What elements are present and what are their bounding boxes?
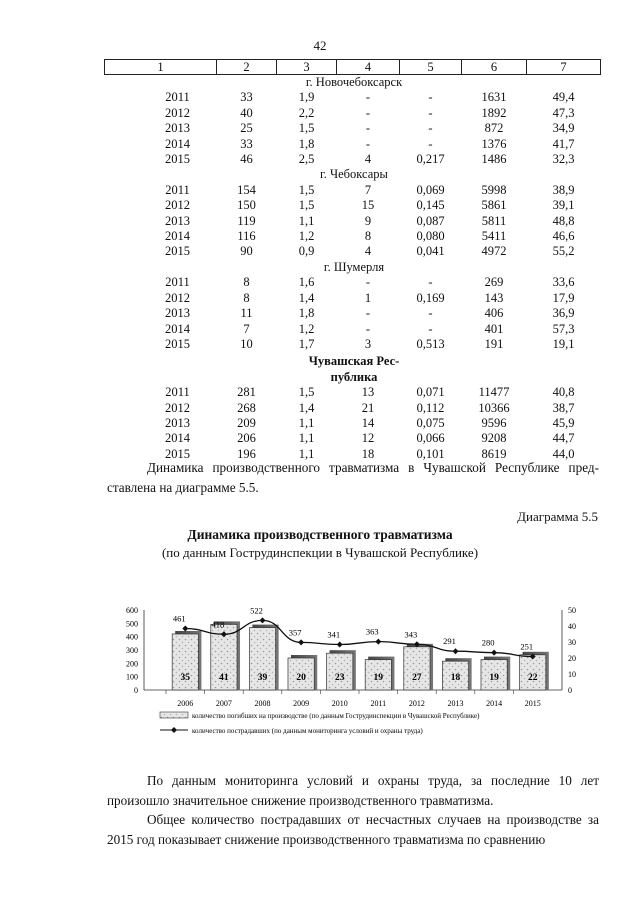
table-cell: 46	[240, 152, 253, 167]
group-header-row	[105, 167, 601, 182]
paragraph-monitoring-text: По данным мониторинга условий и охраны труда, за последние 10 лет произошло значительное снижение производственного травматизма.	[107, 773, 599, 808]
table-cell: 55,2	[552, 244, 575, 259]
table-cell: 46,6	[552, 229, 575, 244]
column-header-3: 3	[277, 60, 337, 75]
table-cell: 8619	[481, 446, 507, 461]
x-tick-label: 2008	[254, 699, 271, 708]
table-cell: 1631	[481, 90, 507, 105]
table-cell: -	[365, 136, 371, 151]
column-header-4: 4	[337, 60, 400, 75]
table-cell: 0,071	[416, 385, 445, 400]
table-cell: 1,5	[298, 121, 315, 136]
table-cell: 47,3	[552, 105, 575, 120]
table-cell: 12	[361, 431, 375, 446]
table-cell: 90	[240, 244, 253, 259]
table-cell: 11477	[478, 385, 510, 400]
table-cell: 57,3	[552, 321, 575, 336]
table-cell: 0,080	[416, 229, 445, 244]
table-row	[105, 322, 601, 337]
table-row	[105, 229, 601, 244]
table-cell: 2011	[165, 385, 190, 400]
table-cell: 209	[237, 415, 256, 430]
table-cell: 1,2	[298, 229, 315, 244]
y-left-tick-label: 100	[126, 672, 138, 682]
table-cell: 3	[364, 336, 372, 351]
y-left-tick-label: 500	[126, 619, 138, 629]
table-cell: 4	[364, 152, 372, 167]
table-cell: 25	[240, 121, 253, 136]
table-cell: 0,9	[298, 244, 315, 259]
table-cell: 1,8	[298, 136, 315, 151]
bar	[404, 647, 430, 690]
table-cell: 34,9	[552, 121, 575, 136]
table-cell: 2013	[165, 213, 190, 228]
y-left-tick-label: 200	[126, 659, 138, 669]
table-cell: 269	[484, 275, 504, 290]
table-cell: 13	[361, 385, 375, 400]
line-value-label: 363	[365, 626, 379, 637]
table-cell: -	[428, 136, 433, 151]
table-cell: 1,5	[298, 385, 315, 400]
page-number: 42	[313, 38, 327, 53]
column-header-5: 5	[400, 60, 462, 75]
table-cell: 4972	[481, 244, 507, 259]
table-cell: 10366	[478, 400, 510, 415]
line-value-label: 341	[327, 629, 341, 640]
legend-line-label: количество пострадавших (по данным мониторинга условий и охраны труда)	[192, 727, 423, 735]
bar	[327, 653, 353, 690]
table-cell: 281	[237, 385, 256, 400]
table-cell: 1376	[481, 136, 507, 151]
table-cell: 2011	[165, 90, 190, 105]
table-row	[105, 137, 601, 152]
table-cell: 5998	[481, 182, 507, 197]
table-cell: -	[428, 90, 433, 105]
table-cell: 7	[364, 182, 372, 197]
table-cell: -	[365, 121, 371, 136]
group-name: г. Новочебоксарск	[305, 75, 403, 89]
table-cell: 1,4	[298, 290, 315, 305]
table-body	[105, 75, 601, 463]
column-header-6: 6	[462, 60, 527, 75]
table-cell: 1,2	[298, 321, 315, 336]
table-cell: 15	[361, 198, 375, 213]
table-cell: 2014	[165, 136, 190, 151]
table-cell: 0,075	[416, 415, 445, 430]
table-cell: 1,5	[298, 198, 315, 213]
y-right-tick-label: 30	[568, 638, 576, 647]
legend-bar-label: количество погибших на производстве (по данным Гострудинспекции в Чувашской Республике)	[192, 712, 480, 720]
table-cell: 11	[240, 306, 253, 321]
chart-subtitle: (по данным Гострудинспекции в Чувашской Республике)	[161, 545, 479, 560]
table-cell: 45,9	[552, 415, 575, 430]
table-cell: 0,513	[416, 336, 445, 351]
column-header-7: 7	[527, 60, 601, 75]
chart-title: Динамика производственного травматизма	[187, 527, 453, 542]
table-cell: 154	[237, 182, 256, 197]
bar-value-label: 19	[489, 673, 499, 683]
table-cell: 9596	[481, 415, 507, 430]
line-value-label: 291	[443, 636, 456, 647]
group-name: г. Шумерля	[323, 259, 385, 274]
table-row	[105, 106, 601, 121]
table-cell: 2,2	[298, 105, 315, 120]
table-row	[105, 90, 601, 105]
table-cell: -	[365, 275, 371, 290]
table-cell: 10	[240, 336, 253, 351]
intro-paragraph	[107, 458, 599, 497]
table-cell: 2014	[165, 321, 190, 336]
table-cell: -	[428, 321, 433, 336]
group-name: Чувашская Рес- публика	[308, 354, 400, 384]
paragraph-monitoring	[107, 771, 599, 810]
table-row	[105, 275, 601, 290]
statistics-table	[104, 59, 601, 462]
table-cell: -	[365, 306, 371, 321]
table-cell: 14	[361, 415, 375, 430]
table-cell: 872	[484, 121, 504, 136]
x-tick-label: 2007	[215, 699, 232, 708]
table-cell: 2015	[165, 152, 190, 167]
table-cell: 2012	[165, 400, 190, 415]
table-cell: 401	[484, 321, 504, 336]
table-cell: 44,0	[552, 446, 575, 461]
table-cell: 8	[364, 229, 372, 244]
table-row	[105, 121, 601, 136]
table-cell: 196	[237, 446, 256, 461]
table-cell: 40	[240, 105, 253, 120]
table-cell: 7	[243, 321, 250, 336]
table-row	[105, 337, 601, 352]
table-cell: 2012	[165, 290, 190, 305]
table-cell: 32,3	[552, 152, 575, 167]
y-left-tick-label: 400	[126, 632, 138, 642]
table-cell: 2011	[165, 182, 190, 197]
table-cell: 18	[361, 446, 375, 461]
line-marker	[375, 639, 381, 645]
table-cell: 5411	[481, 229, 507, 244]
table-row	[105, 431, 601, 446]
table-cell: 1,4	[298, 400, 315, 415]
table-cell: 2012	[165, 105, 190, 120]
table-cell: 119	[237, 213, 256, 228]
bar-value-label: 23	[334, 673, 345, 683]
table-cell: 2011	[165, 275, 190, 290]
line-marker	[298, 639, 304, 645]
group-header-row	[105, 75, 601, 91]
table-row	[105, 214, 601, 229]
table-cell: 1,8	[298, 306, 315, 321]
table-cell: 2013	[165, 306, 190, 321]
table-cell: 406	[484, 306, 504, 321]
y-left-tick-label: 600	[126, 606, 138, 615]
table-cell: 44,7	[552, 431, 575, 446]
bar-value-label: 39	[257, 673, 268, 683]
table-cell: 1892	[481, 105, 507, 120]
line-value-label: 343	[404, 629, 418, 640]
table-cell: 0,066	[416, 431, 445, 446]
table-cell: 5811	[481, 213, 507, 228]
table-cell: 4	[364, 244, 372, 259]
intro-text: Динамика производственного травматизма в Чувашской Республике пред-ставлена на диаграмме 5.5.	[107, 460, 599, 495]
table-row	[105, 416, 601, 431]
table-cell: 33	[240, 90, 253, 105]
table-cell: 49,4	[552, 90, 575, 105]
table-row	[105, 291, 601, 306]
line-value-label: 280	[481, 637, 495, 648]
table-cell: 1,6	[298, 275, 315, 290]
legend-line-marker	[171, 727, 177, 733]
table-cell: 48,8	[552, 213, 575, 228]
line-marker	[260, 617, 266, 623]
table-cell: 1,1	[298, 431, 315, 446]
table-cell: 1,1	[298, 446, 315, 461]
table-cell: 33,6	[552, 275, 575, 290]
table-cell: -	[428, 121, 433, 136]
table-cell: 39,1	[552, 198, 575, 213]
paragraph-total-text: Общее количество пострадавших от несчастных случаев на производстве за 2015 год показывает снижение производственного травматизма по сравнению	[107, 812, 599, 847]
table-cell: 2015	[165, 336, 190, 351]
y-left-tick-label: 300	[126, 646, 138, 655]
y-right-tick-label: 40	[568, 622, 576, 631]
x-tick-label: 2006	[177, 699, 194, 708]
y-left-tick-label: 0	[134, 686, 138, 695]
table-cell: 268	[237, 400, 256, 415]
table-cell: 2013	[165, 415, 190, 430]
table-cell: 17,9	[552, 290, 575, 305]
bar-value-label: 35	[180, 673, 191, 683]
line-marker	[453, 648, 459, 654]
table-cell: 8	[243, 275, 250, 290]
table-cell: 1	[364, 290, 372, 305]
injury-dynamics-chart	[100, 596, 590, 746]
table-cell: 2014	[165, 431, 190, 446]
x-tick-label: 2013	[447, 699, 464, 708]
table-cell: 38,9	[552, 182, 575, 197]
table-cell: 0,087	[416, 213, 445, 228]
group-header-row	[105, 260, 601, 275]
bar-value-label: 27	[412, 673, 422, 683]
x-tick-label: 2011	[370, 699, 387, 708]
y-right-tick-label: 50	[568, 606, 576, 615]
table-cell: -	[428, 306, 433, 321]
table-cell: 206	[237, 431, 256, 446]
table-cell: -	[365, 105, 371, 120]
table-cell: 36,9	[552, 306, 575, 321]
table-cell: -	[365, 90, 371, 105]
bar-value-label: 18	[450, 673, 461, 683]
table-cell: 1,9	[298, 90, 315, 105]
table-cell: 40,8	[552, 385, 575, 400]
table-cell: 2,5	[298, 152, 315, 167]
table-row	[105, 244, 601, 259]
table-cell: 2015	[165, 446, 190, 461]
x-tick-label: 2009	[293, 699, 310, 708]
y-right-tick-label: 20	[568, 654, 576, 663]
table-row	[105, 152, 601, 167]
x-tick-label: 2015	[524, 699, 541, 708]
table-cell: 0,112	[416, 400, 445, 415]
table-cell: 2015	[165, 244, 190, 259]
table-cell: -	[428, 105, 433, 120]
bar-value-label: 41	[219, 673, 229, 683]
table-cell: 41,7	[552, 136, 575, 151]
table-cell: 0,041	[416, 244, 445, 259]
line-value-label: 357	[288, 627, 302, 638]
table-cell: 8	[243, 290, 250, 305]
table-cell: 1486	[481, 152, 507, 167]
line-value-label: 251	[520, 641, 534, 652]
column-header-2: 2	[217, 60, 277, 75]
table-cell: 19,1	[552, 336, 575, 351]
table-cell: 5861	[481, 198, 507, 213]
table-cell: 150	[237, 198, 256, 213]
table-cell: 0,217	[416, 152, 445, 167]
table-cell: -	[365, 321, 371, 336]
table-row	[105, 198, 601, 213]
table-cell: 9	[364, 213, 372, 228]
table-cell: 2012	[165, 198, 190, 213]
table-cell: 38,7	[552, 400, 575, 415]
table-header-row	[105, 60, 601, 75]
bar-value-label: 19	[373, 673, 384, 683]
table-cell: 143	[484, 290, 504, 305]
table-cell: 0,101	[416, 446, 445, 461]
x-tick-label: 2014	[486, 699, 503, 708]
table-row	[105, 401, 601, 416]
table-row	[105, 306, 601, 321]
table-cell: 1,7	[298, 336, 315, 351]
table-cell: 2013	[165, 121, 190, 136]
line-value-label: 418	[211, 619, 225, 630]
table-cell: 0,069	[416, 182, 445, 197]
paragraph-total	[107, 810, 599, 849]
table-row	[105, 385, 601, 400]
table-cell: -	[428, 275, 433, 290]
x-tick-label: 2012	[408, 699, 425, 708]
table-cell: 2014	[165, 229, 190, 244]
line-marker	[491, 650, 497, 656]
table-cell: 0,145	[416, 198, 445, 213]
line-value-label: 461	[172, 613, 186, 624]
x-tick-label: 2010	[331, 699, 348, 708]
legend-bar-swatch	[160, 712, 188, 718]
line-marker	[182, 626, 188, 632]
group-header-row	[105, 352, 601, 385]
table-cell: 21	[361, 400, 375, 415]
table-row	[105, 183, 601, 198]
y-right-tick-label: 0	[568, 686, 572, 695]
bar-value-label: 20	[296, 673, 306, 683]
group-name: г. Чебоксары	[320, 167, 388, 182]
y-right-tick-label: 10	[568, 670, 576, 679]
table-cell: 1,1	[298, 213, 315, 228]
table-cell: 33	[240, 136, 253, 151]
bar-value-label: 22	[527, 673, 538, 683]
line-marker	[337, 642, 343, 648]
table-cell: 1,1	[298, 415, 315, 430]
line-value-label: 522	[250, 605, 263, 616]
table-cell: 116	[237, 229, 256, 244]
table-cell: 191	[484, 336, 504, 351]
diagram-label: Диаграмма 5.5	[517, 509, 598, 524]
column-header-1: 1	[105, 60, 217, 75]
table-cell: 9208	[481, 431, 507, 446]
table-cell: 1,5	[298, 182, 315, 197]
table-cell: 0,169	[416, 290, 445, 305]
